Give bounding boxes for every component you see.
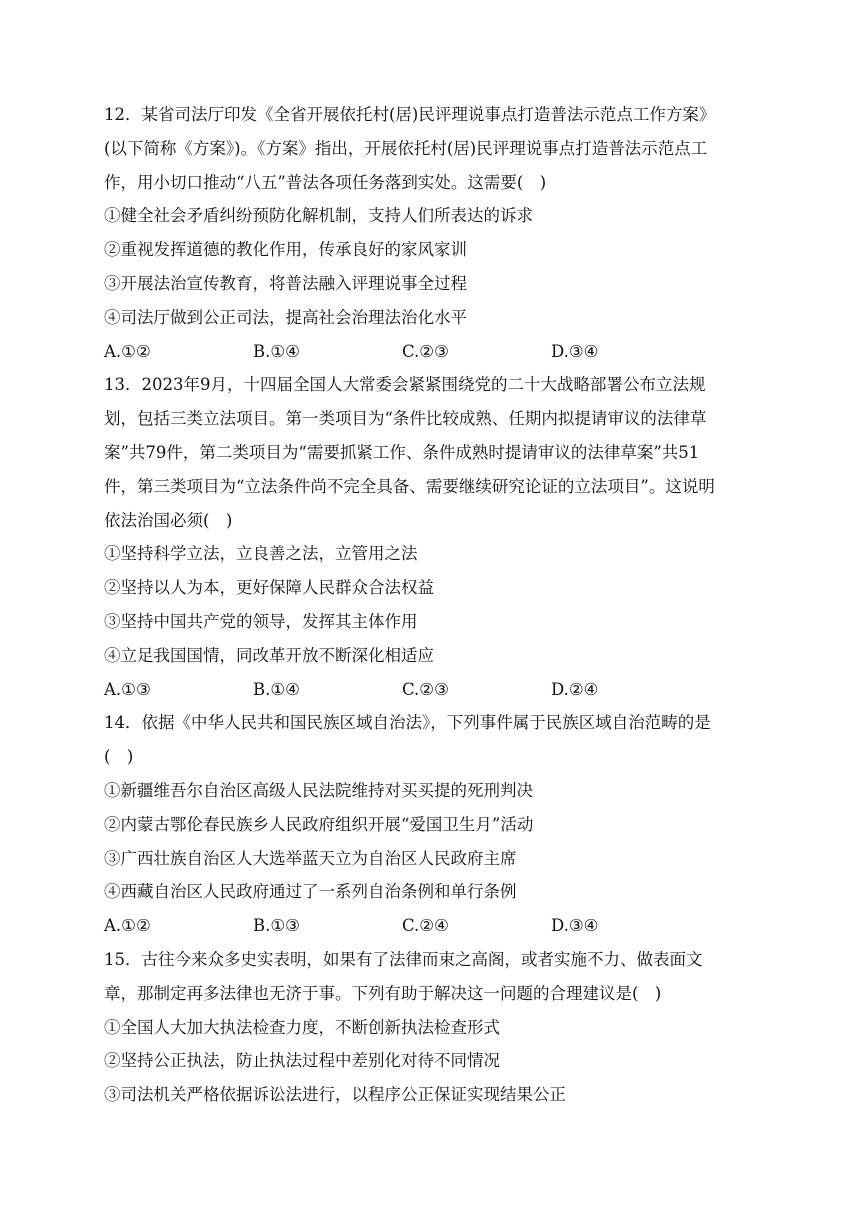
question-13 (104, 368, 756, 706)
option-b: B.①④ (253, 341, 300, 361)
question-stem-line: 件，第三类项目为“立法条件尚不完全具备、需要继续研究论证的立法项目”。这说明 (104, 476, 715, 496)
answer-options (104, 335, 756, 369)
statement: ③广西壮族自治区人大选举蓝天立为自治区人民政府主席 (104, 848, 517, 868)
question-stem-line: (以下简称《方案》)。《方案》指出，开展依托村(居)民评理说事点打造普法示范点工 (104, 138, 708, 158)
statement: ④立足我国国情，同改革开放不断深化相适应 (104, 645, 434, 665)
option-a: A.①② (104, 341, 151, 361)
question-stem-line: ( ) (104, 747, 134, 767)
statement: ②坚持以人为本，更好保障人民群众合法权益 (104, 578, 434, 598)
option-b: B.①④ (253, 679, 300, 699)
option-c: C.②③ (402, 341, 449, 361)
option-b: B.①③ (253, 916, 300, 936)
option-c: C.②④ (402, 916, 449, 936)
question-stem-line: 作，用小切口推动“八五”普法各项任务落到实处。这需要( ) (104, 172, 547, 192)
statement: ③开展法治宣传教育，将普法融入评理说事全过程 (104, 273, 467, 293)
option-a: A.①③ (104, 679, 151, 699)
statement: ②重视发挥道德的教化作用，传承良好的家风家训 (104, 240, 467, 260)
question-stem-line: 14．依据《中华人民共和国民族区域自治法》，下列事件属于民族区域自治范畴的是 (104, 713, 711, 733)
option-c: C.②③ (402, 679, 449, 699)
statement: ①全国人大加大执法检查力度，不断创新执法检查形式 (104, 1017, 500, 1037)
question-14 (104, 706, 756, 943)
statement: ③坚持中国共产党的领导，发挥其主体作用 (104, 611, 418, 631)
question-stem-line: 案”共79件，第二类项目为“需要抓紧工作、条件成熟时提请审议的法律草案”共51 (104, 442, 700, 462)
option-d: D.②④ (551, 679, 599, 699)
question-list (104, 98, 756, 1112)
question-stem-line: 划，包括三类立法项目。第一类项目为“条件比较成熟、任期内拟提请审议的法律草 (104, 409, 707, 429)
question-stem-line: 13．2023年9月，十四届全国人大常委会紧紧围绕党的二十大战略部署公布立法规 (104, 375, 706, 395)
statement: ②内蒙古鄂伦春民族乡人民政府组织开展“爱国卫生月”活动 (104, 814, 534, 834)
statement: ④西藏自治区人民政府通过了一系列自治条例和单行条例 (104, 882, 517, 902)
question-stem-line: 依法治国必须( ) (104, 510, 233, 530)
option-d: D.③④ (551, 341, 599, 361)
question-12 (104, 98, 756, 368)
statement: ③司法机关严格依据诉讼法进行，以程序公正保证实现结果公正 (104, 1085, 566, 1105)
question-stem-line: 15．古往今来众多史实表明，如果有了法律而束之高阁，或者实施不力、做表面文 (104, 949, 703, 969)
answer-options (104, 673, 756, 707)
question-stem-line: 12．某省司法厅印发《全省开展依托村(居)民评理说事点打造普法示范点工作方案》 (104, 105, 716, 124)
statement: ②坚持公正执法，防止执法过程中差别化对待不同情况 (104, 1051, 500, 1071)
statement: ①健全社会矛盾纠纷预防化解机制，支持人们所表达的诉求 (104, 206, 533, 226)
question-15 (104, 943, 756, 1112)
answer-options (104, 909, 756, 943)
option-d: D.③④ (551, 916, 599, 936)
statement: ①新疆维吾尔自治区高级人民法院维持对买买提的死刑判决 (104, 780, 533, 800)
statement: ①坚持科学立法，立良善之法，立管用之法 (104, 544, 418, 564)
option-a: A.①② (104, 916, 151, 936)
statement: ④司法厅做到公正司法，提高社会治理法治化水平 (104, 307, 467, 327)
question-stem-line: 章，那制定再多法律也无济于事。下列有助于解决这一问题的合理建议是( ) (104, 983, 662, 1003)
